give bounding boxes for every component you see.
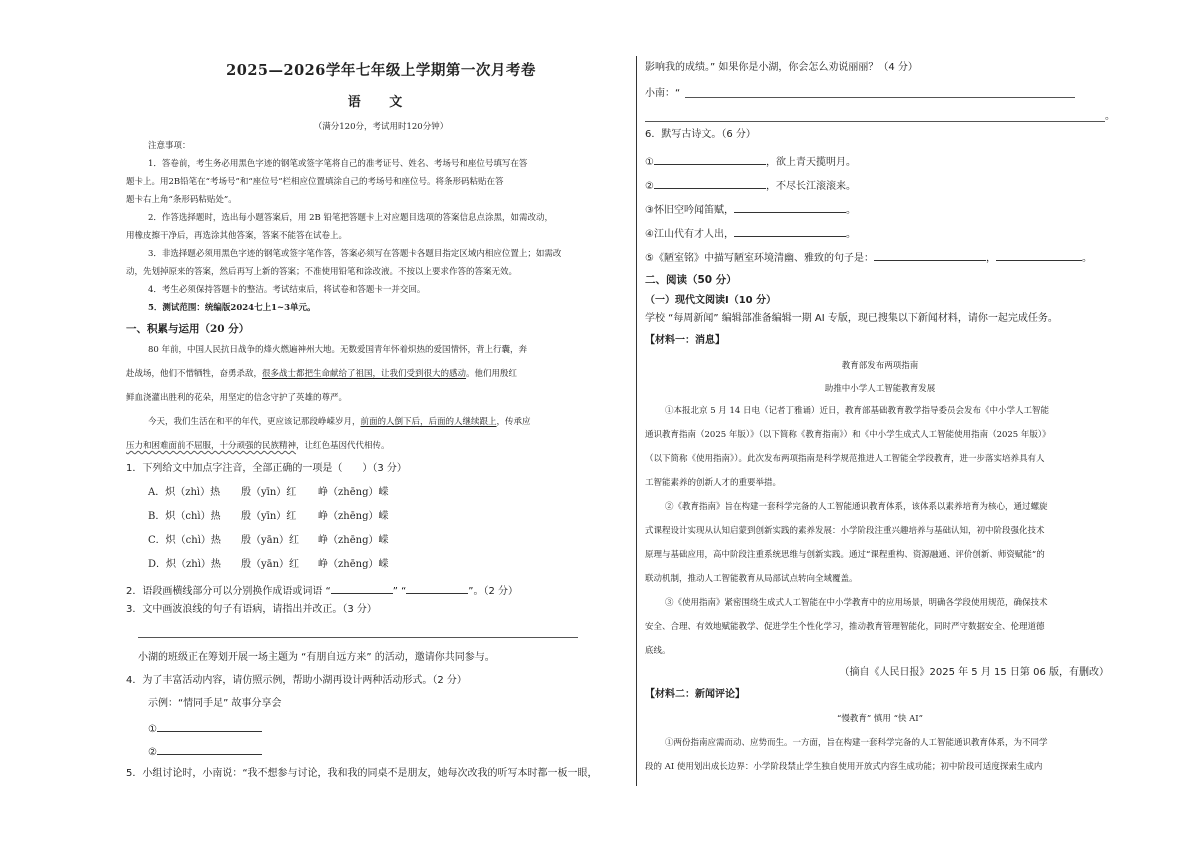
- q4-answer-1[interactable]: ①: [148, 720, 262, 737]
- notice-line: 动，先划掉原来的答案，然后再写上新的答案；不准使用铅笔和涂改液。不按以上要求作答的答案无效。: [126, 267, 518, 277]
- material-1-line: 通识教育指南（2025 年版）》（以下简称《教育指南》）和《中小学生成式人工智能使用指南（2025 年版）》: [645, 430, 1051, 440]
- passage-line: 今天，我们生活在和平的年代，更应该记那段峥嵘岁月，前面的人倒下后，后面的人继续跟上，传承应: [148, 417, 531, 427]
- passage-line: 压力和困难面前不屈服，十分顽强的民族精神，让红色基因代代相传。: [126, 441, 390, 451]
- q2-blank-1[interactable]: [331, 582, 393, 594]
- notice-line: 4．考生必须保持答题卡的整洁。考试结束后，将试卷和答题卡一并交回。: [148, 285, 426, 295]
- question-4: 4．为了丰富活动内容，请仿照示例，帮助小湖再设计两种活动形式。（2 分）: [126, 675, 467, 686]
- q6-line-3[interactable]: ③怀旧空吟闻笛赋， 。: [645, 201, 856, 218]
- exam-title: 2025—2026学年七年级上学期第一次月考卷: [226, 62, 536, 79]
- notice-line: 1．答卷前，考生务必用黑色字迹的钢笔或签字笔将自己的准考证号、姓名、考场号和座位号填写在答: [148, 159, 528, 169]
- q2-blank-2[interactable]: [406, 582, 468, 594]
- passage-line: 鲜血浇灌出胜利的花朵，用坚定的信念守护了英雄的尊严。: [126, 393, 348, 403]
- passage-line: 80 年前，中国人民抗日战争的烽火燃遍神州大地。无数爱国青年怀着炽热的爱国情怀，背上行囊，奔: [148, 345, 528, 355]
- material-1-line: 联动机制，推动人工智能教育从局部试点转向全域覆盖。: [645, 574, 858, 584]
- notice-line: 2．作答选择题时，选出每小题答案后，用 2B 铅笔把答题卡上对应题目选项的答案信息点涂黑，如需改动，: [148, 213, 553, 223]
- material-1-line: ①本报北京 5 月 14 日电（记者丁雅诵）近日，教育部基础教育教学指导委员会发布《中小学人工智能: [665, 406, 1050, 416]
- underlined-phrase: 很多战士都把生命献给了祖国，让我们受到很大的感动: [262, 369, 467, 379]
- material-1-source: （摘自《人民日报》2025 年 5 月 15 日第 06 版，有删改）: [839, 667, 1109, 678]
- q5-answer-prefix: 小南：“: [645, 88, 681, 99]
- notice-heading: 注意事项：: [148, 141, 191, 151]
- question-6: 6．默写古诗文。（6 分）: [645, 129, 756, 140]
- question-1: 1．下列给文中加点字注音，全部正确的一项是（ ）（3 分）: [126, 463, 407, 474]
- exam-page: 2025—2026学年七年级上学期第一次月考卷 语 文 （满分120分，考试用时120分钟） 注意事项： 1．答卷前，考生务必用黑色字迹的钢笔或签字笔将自己的准考证号、姓名、考场号和座位号填写在答 题卡上。用2B铅笔在“考场号”和“座位号”栏相应位置填涂自己的考场号和座位号。将条形码粘贴在答 题卡右上角“条形码粘贴处”。 2．作答选择题时，选出每小题答案后，用 2B 铅笔把答题卡上对应题目选项的答案信息点涂黑，如需改动， 用橡皮擦干净后，再选涂其他答案，答案不能答在试卷上。 3．非选择题必须用黑色字迹的钢笔或签字笔作答，答案必须写在答题卡各题目指定区域内相应位置上；如需改 动，先划掉原来的答案，然后再写上新的答案；不准使用铅笔和涂改液。不按以上要求作答的答案无效。 4．考生必须保持答题卡的整洁。考试结束后，将试卷和答题卡一并交回。 5．测试范围：统编版2024七上1~3单元。 一、积累与运用（20 分） 80 年前，中国人民抗日战争的烽火燃遍神州大地。无数爱国青年怀着炽热的爱国情怀，背上行囊，奔 赴战场，他们不惜牺牲，奋勇杀敌，很多战士都把生命献给了祖国，让我们受到很大的感动。他们用殷红 鲜血浇灌出胜利的花朵，用坚定的信念守护了英雄的尊严。 今天，我们生活在和平的年代，更应该记那段峥嵘岁月，前面的人倒下后，后面的人继续跟上，传承应 压力和困难面前不屈服，十分顽强的民族精神，让红色基因代代相传。 1．下列给文中加点字注音，全部正确的一项是（ ）（3 分） A．炽（zhì）热 殷（yīn）红 峥（zhēng）嵘 B．炽（chì）热 殷（yīn）红 峥（zhēng）嵘 C．炽（chì）热 殷（yān）红 峥（zhēng）嵘 D．炽（zhì）热 殷（yān）红 峥（zhēng）嵘 2．语段画横线部分可以分别换作成语或词语 “ ” “ ”。（2 分） 3．文中画波浪线的句子有语病，请指出并改正。（3 分） 小湖的班级正在筹划开展一场主题为 “有朋自远方来” 的活动，邀请你共同参与。 4．为了丰富活动内容，请仿照示例，帮助小湖再设计两种活动形式。（2 分） 示例：“情同手足” 故事分享会 ① ② 5．小组讨论时，小南说：“我不想参与讨论，我和我的同桌不是朋友，她每次改我的听写本时都一板一眼， 影响我的成绩。” 如果你是小湖，你会怎么劝说丽丽？（4 分） 小南：“ 。 6．默写古诗文。（6 分） ① ，欲上青天揽明月。 ② ，不尽长江滚滚来。 ③怀旧空吟闻笛赋， 。 ④江山代有才人出， 。 ⑤《陋室铭》中描写陋室环境清幽、雅致的句子是： ， 。 二、阅读（50 分） （一）现代文阅读Ⅰ（10 分） 学校 “每周新闻” 编辑部准备编辑一期 AI 专版，现已搜集以下新闻材料，请你一起完成任务。 【材料一：消息】 教育部发布两项指南 助推中小学人工智能教育发展 ①本报北京 5 月 14 日电（记者丁雅诵）近日，教育部基础教育教学指导委员会发布《中小学人工智能 通识教育指南（2025 年版）》（以下简称《教育指南》）和《中小学生成式人工智能使用指南（2025 年版）》 （以下简称《使用指南》）。此次发布两项指南是科学规范推进人工智能全学段教育，进一步落实培养具有人 工智能素养的创新人才的重要举措。 ②《教育指南》旨在构建一套科学完备的人工智能通识教育体系，该体系以素养培育为核心，通过螺旋 式课程设计实现从认知启蒙到创新实践的素养发展：小学阶段注重兴趣培养与基础认知，初中阶段强化技术 原理与基础应用，高中阶段注重系统思维与创新实践。通过“课程重构、资源融通、评价创新、师资赋能”的 联动机制，推动人工智能教育从局部试点转向全域覆盖。 ③《使用指南》紧密围绕生成式人工智能在中小学教育中的应用场景，明确各学段使用规范，确保技术 安全、合理、有效地赋能教学、促进学生个性化学习，推动教育管理智能化，同时严守数据安全、伦理道德 底线。 （摘自《人民日报》2025 年 5 月 15 日第 06 版，有删改） 【材料二：新闻评论】 “慢教育” 慎用 “快 AI” ①两份指南应需而动、应势而生。一方面，旨在构建一套科学完备的人工智能通识教育体系，为不同学 段的 AI 使用划出成长边界：小学阶段禁止学生独自使用开放式内容生成功能；初中阶段可适度探索生成内: [0, 0, 1200, 849]
- material-1-line: 式课程设计实现从认知启蒙到创新实践的素养发展：小学阶段注重兴趣培养与基础认知，初中阶段强化技术: [645, 526, 1045, 536]
- material-1-line: 原理与基础应用，高中阶段注重系统思维与创新实践。通过“课程重构、资源融通、评价创新、师资赋能”的: [645, 550, 1045, 560]
- q4-answer-2[interactable]: ②: [148, 743, 262, 760]
- q6-line-1[interactable]: ① ，欲上青天揽明月。: [645, 153, 856, 170]
- material-2-line: ①两份指南应需而动、应势而生。一方面，旨在构建一套科学完备的人工智能通识教育体系，为不同学: [665, 738, 1048, 748]
- q6-line-4[interactable]: ④江山代有才人出， 。: [645, 225, 856, 242]
- q4-example: 示例：“情同手足” 故事分享会: [148, 698, 282, 709]
- score-note: （满分120分，考试用时120分钟）: [313, 122, 449, 132]
- notice-line: 题卡右上角“条形码粘贴处”。: [126, 195, 237, 205]
- q6-line-5[interactable]: ⑤《陋室铭》中描写陋室环境清幽、雅致的句子是： ， 。: [645, 249, 1092, 266]
- material-2-title: “慢教育” 慎用 “快 AI”: [837, 714, 923, 724]
- material-2-line: 段的 AI 使用划出成长边界：小学阶段禁止学生独自使用开放式内容生成功能；初中阶段可适度探索生成内: [645, 762, 1043, 772]
- q6-line-2[interactable]: ② ，不尽长江滚滚来。: [645, 177, 856, 194]
- material-1-line: 底线。: [645, 646, 671, 656]
- task-description: 学校 “每周新闻” 编辑部准备编辑一期 AI 专版，现已搜集以下新闻材料，请你一起完成任务。: [645, 313, 1058, 324]
- wavy-sentence: 压力和困难面前不屈服，十分顽强的民族精神: [126, 441, 297, 451]
- q5-answer-end: 。: [1105, 111, 1115, 122]
- subsection-heading: （一）现代文阅读Ⅰ（10 分）: [645, 295, 777, 306]
- question-5: 5．小组讨论时，小南说：“我不想参与讨论，我和我的同桌不是朋友，她每次改我的听写本时都一板一眼，: [126, 768, 598, 779]
- material-1-line: ③《使用指南》紧密围绕生成式人工智能在中小学教育中的应用场景，明确各学段使用规范，确保技术: [665, 598, 1048, 608]
- material-1-line: 工智能素养的创新人才的重要举措。: [645, 478, 782, 488]
- material-1-line: ②《教育指南》旨在构建一套科学完备的人工智能通识教育体系，该体系以素养培育为核心，通过螺旋: [665, 502, 1048, 512]
- notice-line: 题卡上。用2B铅笔在“考场号”和“座位号”栏相应位置填涂自己的考场号和座位号。将条形码粘贴在答: [126, 177, 504, 187]
- question-3: 3．文中画波浪线的句子有语病，请指出并改正。（3 分）: [126, 604, 377, 615]
- activity-intro: 小湖的班级正在筹划开展一场主题为 “有朋自远方来” 的活动，邀请你共同参与。: [138, 652, 495, 663]
- question-2: 2．语段画横线部分可以分别换作成语或词语 “ ” “ ”。（2 分）: [126, 582, 518, 599]
- material-1-title: 教育部发布两项指南: [841, 361, 919, 371]
- notice-line: 5．测试范围：统编版2024七上1~3单元。: [148, 303, 316, 313]
- q5-answer-line-1[interactable]: [685, 97, 1075, 98]
- material-1-subtitle: 助推中小学人工智能教育发展: [824, 384, 936, 394]
- material-1-label: 【材料一：消息】: [645, 335, 725, 346]
- passage-line: 赴战场，他们不惜牺牲，奋勇杀敌，很多战士都把生命献给了祖国，让我们受到很大的感动。他们用殷红: [126, 369, 518, 379]
- notice-line: 3．非选择题必须用黑色字迹的钢笔或签字笔作答，答案必须写在答题卡各题目指定区域内相应位置上；如需改: [148, 249, 562, 259]
- q5-answer-line-2[interactable]: [645, 121, 1105, 122]
- subject-title: 语 文: [347, 95, 415, 110]
- question-5-continued: 影响我的成绩。” 如果你是小湖，你会怎么劝说丽丽？（4 分）: [645, 62, 918, 73]
- material-2-label: 【材料二：新闻评论】: [645, 689, 745, 700]
- material-1-line: 安全、合理、有效地赋能教学、促进学生个性化学习，推动教育管理智能化，同时严守数据安全、伦理道德: [645, 622, 1045, 632]
- notice-line: 用橡皮擦干净后，再选涂其他答案，答案不能答在试卷上。: [126, 231, 348, 241]
- q3-answer-line[interactable]: [138, 637, 578, 638]
- section-2-heading: 二、阅读（50 分）: [645, 274, 737, 286]
- section-heading: 一、积累与运用（20 分）: [126, 323, 250, 335]
- material-1-line: （以下简称《使用指南》）。此次发布两项指南是科学规范推进人工智能全学段教育，进一步落实培养具有人: [645, 454, 1045, 464]
- column-divider: [636, 56, 637, 786]
- underlined-phrase: 前面的人倒下后，后面的人继续跟上: [360, 417, 497, 427]
